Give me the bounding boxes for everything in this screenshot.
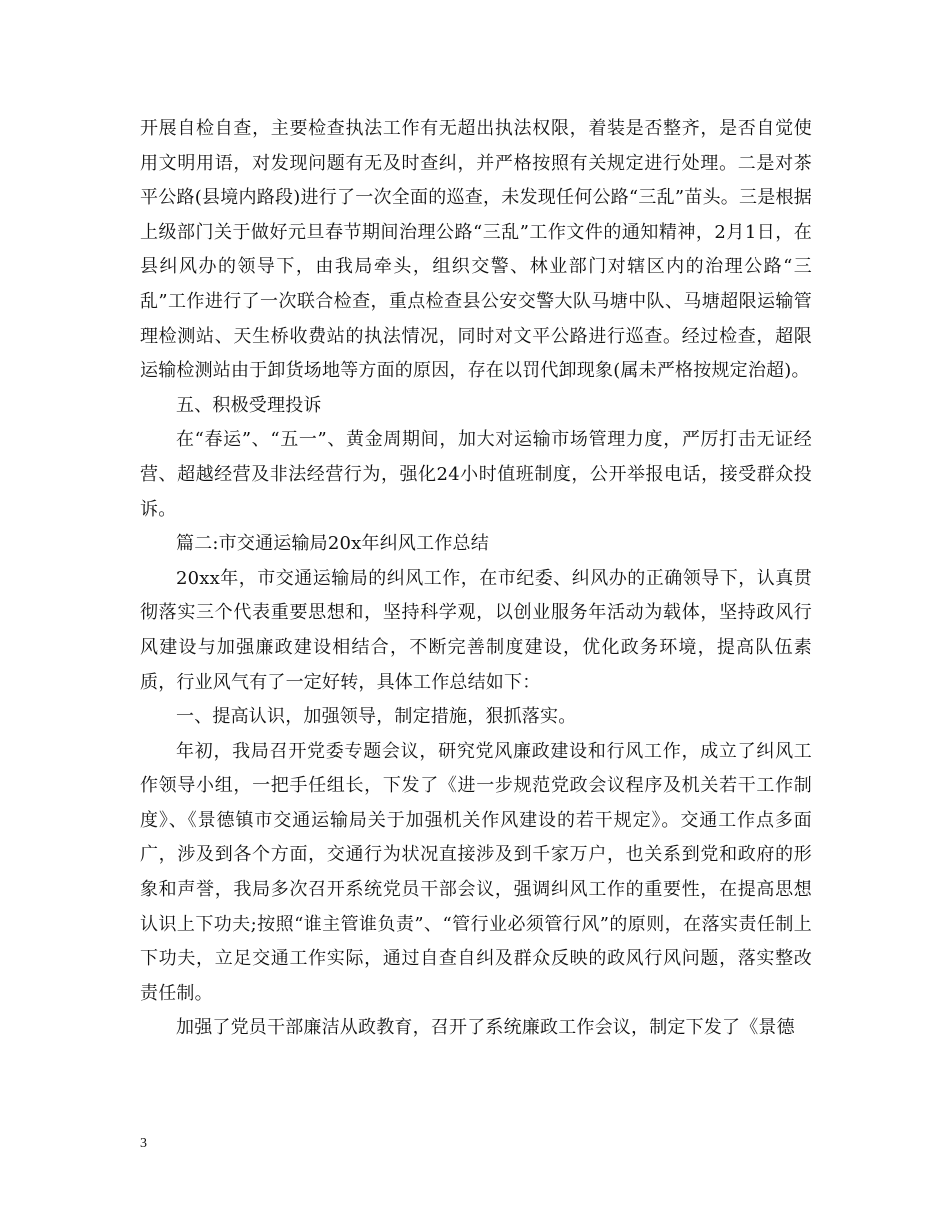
paragraph-5: 加强了党员干部廉洁从政教育，召开了系统廉政工作会议，制定下发了《景德 [176,1017,795,1039]
article-title-part-2: 篇二:市交通运输局20x年纠风工作总结 [176,533,489,555]
document-body [140,112,812,1046]
paragraph-3: 20xx年，市交通运输局的纠风工作，在市纪委、纠风办的正确领导下，认真贯彻落实三个代表重要思想和，坚持科学观，以创业服务年活动为载体，坚持政风行风建设与加强廉政建设相结合，不断完善制度建设，优化政务环境，提高队伍素质，行业风气有了一定好转，具体工作总结如下： [140,567,812,693]
section-heading-5: 五、积极受理投诉 [176,394,322,416]
paragraph-4: 年初，我局召开党委专题会议，研究党风廉政建设和行风工作，成立了纠风工作领导小组，一把手任组长，下发了《进一步规范党政会议程序及机关若干工作制度》、《景德镇市交通运输局关于加强机关作风建设的若干规定》。交通工作点多面广，涉及到各个方面，交通行为状况直接涉及到千家万户，也关系到党和政府的形象和声誉，我局多次召开系统党员干部会议，强调纠风工作的重要性，在提高思想认识上下功夫;按照“谁主管谁负责”、“管行业必须管行风”的原则，在落实责任制上下功夫，立足交通工作实际，通过自查自纠及群众反映的政风行风问题，落实整改责任制。 [140,740,812,1004]
section-heading-1: 一、提高认识，加强领导，制定措施，狠抓落实。 [176,706,577,728]
page-number: 3 [140,1136,147,1151]
paragraph-1: 开展自检自查，主要检查执法工作有无超出执法权限，着装是否整齐，是否自觉使用文明用语，对发现问题有无及时查纠，并严格按照有关规定进行处理。二是对茶平公路(县境内路段)进行了一次全面的巡查，未发现任何公路“三乱”苗头。三是根据上级部门关于做好元旦春节期间治理公路“三乱”工作文件的通知精神，2月1日，在县纠风办的领导下，由我局牵头，组织交警、林业部门对辖区内的治理公路“三乱”工作进行了一次联合检查，重点检查县公安交警大队马塘中队、马塘超限运输管理检测站、天生桥收费站的执法情况，同时对文平公路进行巡查。经过检查，超限运输检测站由于卸货场地等方面的原因，存在以罚代卸现象(属未严格按规定治超)。 [140,118,812,382]
paragraph-2: 在“春运”、“五一”、黄金周期间，加大对运输市场管理力度，严厉打击无证经营、超越经营及非法经营行为，强化24小时值班制度，公开举报电话，接受群众投诉。 [140,429,812,520]
